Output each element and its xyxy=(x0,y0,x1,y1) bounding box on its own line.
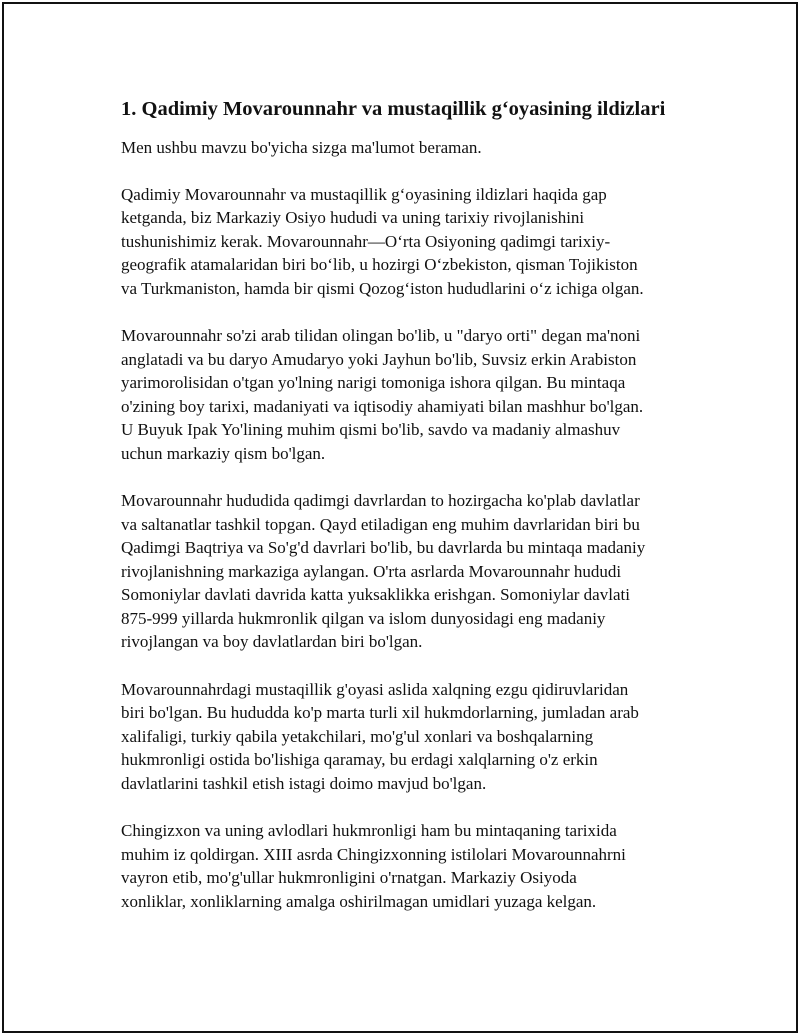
paragraph-line: xonliklar, xonliklarning amalga oshirilmagan umidlari yuzaga kelgan. xyxy=(121,891,597,911)
paragraph-line: rivojlanishning markaziga aylangan. O'rta asrlarda Movarounnahr hududi xyxy=(121,561,622,581)
paragraph-line: Qadimiy Movarounnahr va mustaqillik g‘oyasining ildizlari haqida gap xyxy=(121,184,607,204)
paragraph-3 xyxy=(121,489,691,654)
paragraph-line: Movarounnahr hududida qadimgi davrlardan to hozirgacha ko'plab davlatlar xyxy=(121,491,640,510)
paragraph-line: geografik atamalaridan biri bo‘lib, u hozirgi O‘zbekiston, qisman Tojikiston xyxy=(121,255,638,274)
paragraph-4 xyxy=(121,678,691,796)
paragraph-line: biri bo'lgan. Bu hududda ko'p marta turli xil hukmdorlarning, jumladan arab xyxy=(121,703,639,722)
paragraph-5 xyxy=(121,819,691,913)
paragraph-line: anglatadi va bu daryo Amudaryo yoki Jayhun bo'lib, Suvsiz erkin Arabiston xyxy=(121,349,637,369)
paragraph-line: 875-999 yillarda hukmronlik qilgan va islom dunyosidagi eng madaniy xyxy=(121,608,606,628)
paragraph-line: Movarounnahrdagi mustaqillik g'oyasi aslida xalqning ezgu qidiruvlaridan xyxy=(121,679,629,699)
paragraph-line: uchun markaziy qism bo'lgan. xyxy=(121,443,326,463)
paragraph-line: ketganda, biz Markaziy Osiyo hududi va uning tarixiy rivojlanishini xyxy=(121,208,585,227)
paragraph-line: o'zining boy tarixi, madaniyati va iqtisodiy ahamiyati bilan mashhur bo'lgan. xyxy=(121,396,644,416)
paragraph-line: yarimorolisidan o'tgan yo'lning narigi tomoniga ishora qilgan. Bu mintaqa xyxy=(121,373,626,392)
paragraph-line: U Buyuk Ipak Yo'lining muhim qismi bo'lib, savdo va madaniy almashuv xyxy=(121,420,621,439)
paragraph-line: Qadimgi Baqtriya va So'g'd davrlari bo'lib, bu davrlarda bu mintaqa madaniy xyxy=(121,538,646,557)
intro-paragraph: Men ushbu mavzu bo'yicha sizga ma'lumot beraman. xyxy=(121,138,482,157)
paragraph-line: va saltanatlar tashkil topgan. Qayd etiladigan eng muhim davrlaridan biri bu xyxy=(121,514,640,534)
paragraph-line: Movarounnahr so'zi arab tilidan olingan bo'lib, u "daryo orti" degan ma'noni xyxy=(121,326,641,345)
paragraph-line: tushunishimiz kerak. Movarounnahr—O‘rta Osiyoning qadimgi tarixiy- xyxy=(121,231,611,251)
document-title: 1. Qadimiy Movarounnahr va mustaqillik g‘oyasining ildizlari xyxy=(121,98,666,120)
paragraph-line: davlatlarini tashkil etish istagi doimo mavjud bo'lgan. xyxy=(121,773,487,793)
paragraph-line: va Turkmaniston, hamda bir qismi Qozog‘iston hududlarini o‘z ichiga olgan. xyxy=(121,278,644,298)
paragraph-line: Chingizxon va uning avlodlari hukmronligi ham bu mintaqaning tarixida xyxy=(121,821,617,840)
paragraph-line: Somoniylar davlati davrida katta yuksaklikka erishgan. Somoniylar davlati xyxy=(121,585,630,604)
document-body xyxy=(121,96,691,937)
paragraph-line: xalifaligi, turkiy qabila yetakchilari, mo'g'ul xonlari va boshqalarning xyxy=(121,726,594,746)
paragraph-line: rivojlangan va boy davlatlardan biri bo'lgan. xyxy=(121,632,423,651)
paragraph-1 xyxy=(121,183,691,301)
paragraph-line: muhim iz qoldirgan. XIII asrda Chingizxonning istilolari Movarounnahrni xyxy=(121,844,626,864)
paragraph-line: vayron etib, mo'g'ullar hukmronligini o'rnatgan. Markaziy Osiyoda xyxy=(121,868,577,887)
paragraph-2 xyxy=(121,324,691,465)
paragraph-line: hukmronligi ostida bo'lishiga qaramay, bu erdagi xalqlarning o'z erkin xyxy=(121,750,598,769)
document-page xyxy=(2,2,798,1033)
